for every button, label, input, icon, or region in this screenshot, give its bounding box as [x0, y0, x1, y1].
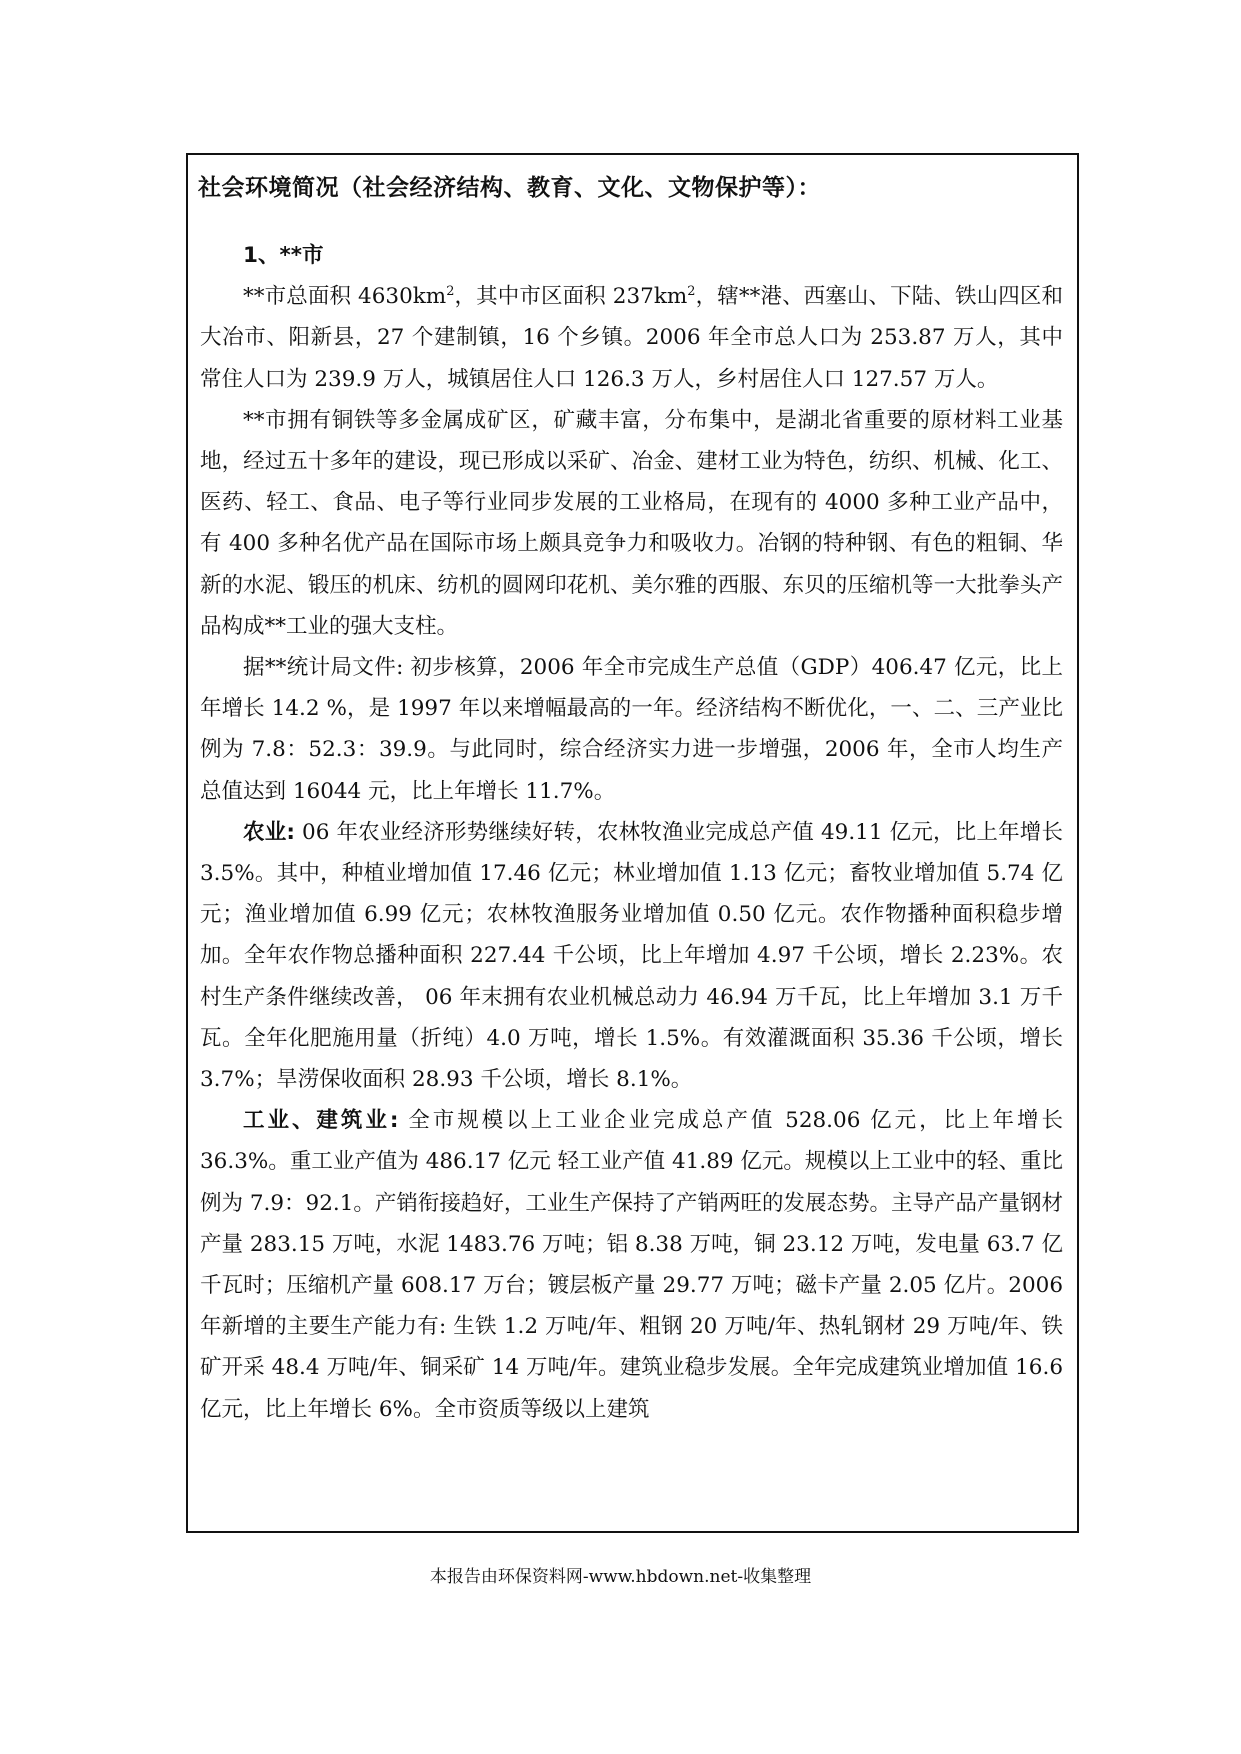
- section-heading: 社会环境简况（社会经济结构、教育、文化、文物保护等）：: [198, 175, 821, 201]
- industry-text: 全市规模以上工业企业完成总产值 528.06 亿元，比上年增长 36.3%。重工业产值为 486.17 亿元 轻工业产值 41.89 亿元。规模以上工业中的轻、重比例为 7.9：92.1。产销衔接趋好，工业生产保持了产销两旺的发展态势。主导产品产量钢材产量 283.15 万吨，水泥 1483.76 万吨；铝 8.38 万吨，铜 23.12 万吨，发电量 63.7 亿千瓦时；压缩机产量 608.17 万台；镀层板产量 29.77 万吨；磁卡产量 2.05 亿片。2006 年新增的主要生产能力有: 生铁 1.2 万吨/年、粗钢 20 万吨/年、热轧钢材 29 万吨/年、铁矿开采 48.4 万吨/年、铜采矿 14 万吨/年。建筑业稳步发展。全年完成建筑业增加值 16.6 亿元，比上年增长 6%。全市资质等级以上建筑: [200, 1108, 1063, 1422]
- paragraph-industry-base: **市拥有铜铁等多金属成矿区，矿藏丰富，分布集中，是湖北省重要的原材料工业基地，经过五十多年的建设，现已形成以采矿、冶金、建材工业为特色，纺织、机械、化工、医药、轻工、食品、电子等行业同步发展的工业格局，在现有的 4000 多种工业产品中，有 400 多种名优产品在国际市场上颇具竞争力和吸收力。冶钢的特种钢、有色的粗铜、华新的水泥、锻压的机床、纺机的圆网印花机、美尔雅的西服、东贝的压缩机等一大批拳头产品构成**工业的强大支柱。: [200, 407, 1063, 639]
- industry-lead: 工业、建筑业:: [243, 1108, 399, 1134]
- text-run: ，辖**港、西塞山、下陆、铁山四区和大冶市、阳新县，27 个建制镇，16 个乡镇。2006 年全市总人口为 253.87 万人，其中常住人口为 239.9 万人，城镇居住人口 126.3 万人，乡村居住人口 127.57 万人。: [200, 284, 1063, 392]
- paragraph-industry-construction: [200, 1100, 1063, 1430]
- superscript: 2: [687, 284, 696, 300]
- agriculture-lead: 农业:: [243, 819, 296, 845]
- text-run: **市总面积 4630km: [243, 284, 447, 310]
- paragraph-agriculture: [200, 812, 1063, 1100]
- superscript: 2: [446, 284, 455, 300]
- content-table-cell: [186, 153, 1079, 1533]
- agriculture-text: 06 年农业经济形势继续好转，农林牧渔业完成总产值 49.11 亿元，比上年增长 3.5%。其中，种植业增加值 17.46 亿元；林业增加值 1.13 亿元；畜牧业增加值 5.74 亿元；渔业增加值 6.99 亿元；农林牧渔服务业增加值 0.50 亿元。农作物播种面积稳步增加。全年农作物总播种面积 227.44 千公顷，比上年增加 4.97 千公顷，增长 2.23%。农村生产条件继续改善， 06 年末拥有农业机械总动力 46.94 万千瓦，比上年增加 3.1 万千瓦。全年化肥施用量（折纯）4.0 万吨，增长 1.5%。有效灌溉面积 35.36 千公顷，增长 3.7%；旱涝保收面积 28.93 千公顷，增长 8.1%。: [200, 819, 1063, 1093]
- page-footer: 本报告由环保资料网-www.hbdown.net-收集整理: [429, 1567, 812, 1587]
- text-run: ，其中市区面积 237km: [454, 284, 688, 310]
- paragraph-gdp: 据**统计局文件: 初步核算，2006 年全市完成生产总值（GDP）406.47 亿元，比上年增长 14.2 %，是 1997 年以来增幅最高的一年。经济结构不断优化，一、二、三产业比例为 7.8：52.3：39.9。与此同时，综合经济实力进一步增强，2006 年，全市人均生产总值达到 16044 元，比上年增长 11.7%。: [200, 655, 1063, 804]
- body-text: [200, 235, 1063, 1430]
- subsection-number: 1、**市: [243, 243, 324, 268]
- subsection-title: [200, 235, 1063, 276]
- paragraph-area-population: [200, 276, 1063, 400]
